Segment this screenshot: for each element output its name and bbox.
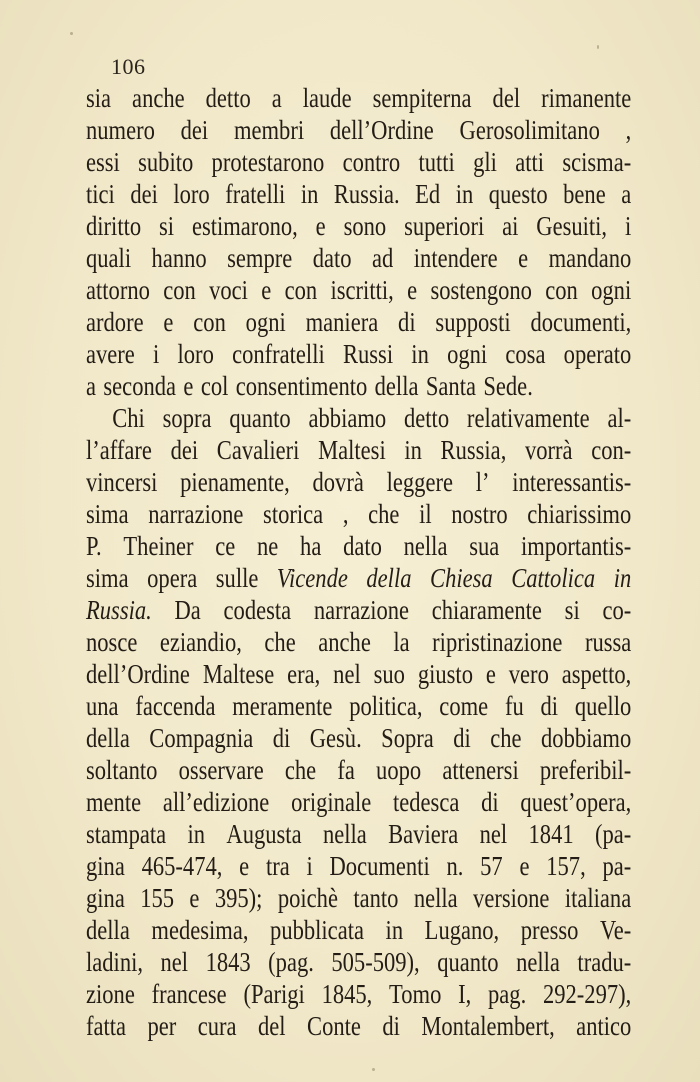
text-word: essi bbox=[86, 146, 120, 177]
text-word: gli bbox=[473, 146, 497, 177]
text-word: (pa- bbox=[594, 818, 632, 849]
text-word: versione bbox=[473, 882, 550, 913]
text-word: gina bbox=[86, 850, 125, 881]
text-word: dei bbox=[130, 178, 158, 209]
text-word: dovrà bbox=[312, 466, 364, 497]
text-word: ha bbox=[300, 530, 322, 561]
text-word: per bbox=[147, 1010, 177, 1041]
text-word: faccenda bbox=[135, 690, 216, 721]
text-word: dobbiamo bbox=[541, 722, 632, 753]
text-word: Santa bbox=[425, 370, 476, 401]
text-word: Ed bbox=[415, 178, 441, 209]
text-word: tanto bbox=[353, 882, 399, 913]
text-line bbox=[86, 82, 631, 114]
text-word: nella bbox=[322, 818, 367, 849]
text-word: iscritti, bbox=[330, 274, 394, 305]
text-word: attenersi bbox=[442, 754, 519, 785]
text-word: 292-297), bbox=[542, 978, 632, 1009]
text-word: documenti, bbox=[530, 306, 632, 337]
text-word: medesima, bbox=[151, 914, 249, 945]
text-word: vero bbox=[508, 658, 549, 689]
text-word: 57 bbox=[480, 850, 503, 881]
text-word: sopra bbox=[162, 402, 212, 433]
text-word: ogni bbox=[245, 306, 286, 337]
text-word: quanto bbox=[437, 946, 499, 977]
text-word: la bbox=[393, 626, 410, 657]
text-word: 1843 bbox=[205, 946, 251, 977]
text-word: giusto bbox=[417, 658, 473, 689]
text-word: Compagnia bbox=[149, 722, 254, 753]
text-word: voci bbox=[209, 274, 248, 305]
text-word: 155 bbox=[140, 882, 175, 913]
text-line bbox=[86, 530, 631, 562]
text-word: poichè bbox=[277, 882, 338, 913]
text-word: soltanto bbox=[86, 754, 158, 785]
text-word: estimarono, bbox=[191, 210, 298, 241]
text-word: Gesù. bbox=[309, 722, 362, 753]
text-word: opera bbox=[147, 562, 198, 593]
text-word: del bbox=[492, 82, 521, 113]
text-word: ogni bbox=[447, 338, 488, 369]
text-word: vorrà bbox=[524, 434, 573, 465]
text-word: Tomo bbox=[389, 978, 442, 1009]
text-word: superiori bbox=[404, 210, 485, 241]
text-word: che bbox=[368, 498, 400, 529]
text-word: l’affare bbox=[86, 434, 152, 465]
text-word: codesta bbox=[223, 594, 292, 625]
text-word: tutti bbox=[418, 146, 455, 177]
text-word: maniera bbox=[305, 306, 379, 337]
text-word: Documenti bbox=[329, 850, 430, 881]
text-word: Russia, bbox=[440, 434, 507, 465]
text-word: che bbox=[284, 754, 317, 785]
text-word: a bbox=[86, 370, 97, 401]
text-word: in bbox=[187, 818, 206, 849]
text-word: di bbox=[540, 690, 559, 721]
italic-title-word: in bbox=[613, 562, 632, 593]
text-word: l’ bbox=[475, 466, 490, 497]
text-word: al- bbox=[607, 402, 632, 433]
text-line bbox=[86, 722, 631, 754]
text-line bbox=[86, 242, 631, 274]
text-word: Baviera bbox=[388, 818, 459, 849]
text-word: fratelli bbox=[225, 178, 286, 209]
text-word: Cavalieri bbox=[216, 434, 300, 465]
text-word: di bbox=[453, 722, 471, 753]
text-word: che bbox=[264, 626, 296, 657]
text-word: e bbox=[239, 850, 250, 881]
text-word: in bbox=[385, 914, 404, 945]
text-word: Montalembert, bbox=[421, 1010, 555, 1041]
text-line bbox=[86, 1010, 631, 1042]
text-word: importantis- bbox=[520, 530, 632, 561]
text-word: Chi bbox=[112, 402, 145, 433]
text-line bbox=[86, 434, 631, 466]
text-word: della bbox=[374, 370, 419, 401]
text-word: 1841 bbox=[528, 818, 574, 849]
text-line bbox=[86, 946, 631, 978]
text-word: sempiterna bbox=[372, 82, 472, 113]
text-word: dato bbox=[343, 530, 382, 561]
text-word: si bbox=[159, 210, 175, 241]
text-word: di bbox=[398, 306, 416, 337]
text-word: laude bbox=[302, 82, 352, 113]
text-line bbox=[86, 402, 631, 434]
text-word: in bbox=[300, 178, 319, 209]
text-word: i bbox=[624, 210, 632, 241]
text-word: che bbox=[490, 722, 522, 753]
text-word: e bbox=[163, 306, 174, 337]
text-word: di bbox=[382, 1010, 400, 1041]
text-word: del bbox=[258, 1010, 286, 1041]
text-word: Russia. bbox=[333, 178, 400, 209]
text-word: fu bbox=[504, 690, 524, 721]
text-word: ne bbox=[257, 530, 279, 561]
text-line bbox=[86, 338, 631, 370]
text-word: con bbox=[163, 274, 196, 305]
text-word: Gesuiti, bbox=[536, 210, 608, 241]
text-word: cura bbox=[197, 1010, 237, 1041]
text-word: intendere bbox=[413, 242, 498, 273]
text-word: pa- bbox=[602, 850, 632, 881]
text-word: a bbox=[271, 82, 282, 113]
text-word: sua bbox=[469, 530, 500, 561]
text-word: presso bbox=[520, 914, 579, 945]
text-word: sulle bbox=[215, 562, 259, 593]
text-word: membri bbox=[233, 114, 305, 145]
text-word: nostro bbox=[451, 498, 508, 529]
paper-speck bbox=[372, 1068, 375, 1071]
text-word: stampata bbox=[86, 818, 167, 849]
text-word: tedesca bbox=[393, 786, 460, 817]
text-line bbox=[86, 690, 631, 722]
italic-title-word: Russia. bbox=[86, 594, 152, 625]
text-word: loro bbox=[177, 338, 214, 369]
text-word: dei bbox=[170, 434, 199, 465]
text-word: ladini, bbox=[86, 946, 144, 977]
text-word: fa bbox=[337, 754, 355, 785]
text-word: politica, bbox=[349, 690, 423, 721]
text-word: bene bbox=[563, 178, 606, 209]
text-word: 1845, bbox=[321, 978, 373, 1009]
text-word: Sopra bbox=[381, 722, 434, 753]
text-word: con bbox=[545, 274, 578, 305]
text-word: Sede. bbox=[483, 370, 533, 401]
text-word: 157, bbox=[546, 850, 586, 881]
text-word: e bbox=[518, 242, 529, 273]
text-word: P. bbox=[86, 530, 102, 561]
text-word: col bbox=[200, 370, 229, 401]
text-word: dei bbox=[180, 114, 209, 145]
text-word: mente bbox=[86, 786, 142, 817]
text-word: con- bbox=[591, 434, 632, 465]
text-word: attorno bbox=[86, 274, 150, 305]
text-word: questo bbox=[488, 178, 548, 209]
italic-title-word: della bbox=[366, 562, 412, 593]
text-line bbox=[86, 978, 631, 1010]
text-word: Russi bbox=[342, 338, 394, 369]
text-word: vincersi bbox=[86, 466, 158, 497]
text-word: di bbox=[272, 722, 291, 753]
text-word: (Parigi bbox=[243, 978, 305, 1009]
text-line bbox=[86, 626, 631, 658]
text-word: uopo bbox=[376, 754, 422, 785]
text-word: sono bbox=[343, 210, 387, 241]
text-word: e bbox=[261, 274, 272, 305]
text-word: tici bbox=[86, 178, 115, 209]
text-word: nella bbox=[516, 946, 560, 977]
text-line bbox=[86, 818, 631, 850]
text-word: con bbox=[284, 274, 318, 305]
text-word: co- bbox=[602, 594, 632, 625]
text-word: contro bbox=[342, 146, 401, 177]
text-word: ad bbox=[372, 242, 394, 273]
text-word: chiaramente bbox=[431, 594, 542, 625]
text-word: e bbox=[183, 370, 194, 401]
italic-title-word: Cattolica bbox=[511, 562, 596, 593]
text-word: dell’Ordine bbox=[86, 658, 190, 689]
text-line bbox=[86, 850, 631, 882]
text-word: detto bbox=[404, 402, 450, 433]
text-word: pag. bbox=[488, 978, 527, 1009]
text-word: Maltesi bbox=[318, 434, 386, 465]
text-word: numero bbox=[86, 114, 155, 145]
text-word: Theiner bbox=[123, 530, 194, 561]
text-line bbox=[86, 210, 631, 242]
text-line bbox=[86, 370, 631, 402]
text-word: supposti bbox=[435, 306, 511, 337]
text-word: come bbox=[439, 690, 489, 721]
text-word: di bbox=[481, 786, 499, 817]
text-word: e bbox=[519, 850, 530, 881]
text-word: leggere bbox=[386, 466, 453, 497]
text-word: ogni bbox=[591, 274, 632, 305]
text-word: seconda bbox=[103, 370, 177, 401]
text-word: gina bbox=[86, 882, 125, 913]
text-word: fatta bbox=[86, 1010, 127, 1041]
text-word: Da bbox=[174, 594, 201, 625]
text-word: pienamente, bbox=[180, 466, 290, 497]
text-line bbox=[86, 498, 631, 530]
text-word: era, bbox=[287, 658, 321, 689]
text-word: sima bbox=[86, 498, 129, 529]
text-word: suo bbox=[373, 658, 405, 689]
text-word: all’edizione bbox=[162, 786, 270, 817]
text-word: quanto bbox=[229, 402, 291, 433]
text-word: detto bbox=[205, 82, 251, 113]
text-word: sostengono bbox=[430, 274, 532, 305]
text-word: narrazione bbox=[313, 594, 410, 625]
paper-speck bbox=[70, 32, 73, 35]
text-word: anche bbox=[318, 626, 371, 657]
text-line bbox=[86, 882, 631, 914]
text-word: 465-474, bbox=[141, 850, 223, 881]
text-word: dato bbox=[312, 242, 352, 273]
text-line bbox=[86, 658, 631, 690]
text-word: quello bbox=[574, 690, 632, 721]
text-word: consentimento bbox=[235, 370, 368, 401]
text-word: avere bbox=[86, 338, 135, 369]
text-word: sia bbox=[86, 82, 112, 113]
text-word: francese bbox=[151, 978, 227, 1009]
text-word: loro bbox=[173, 178, 210, 209]
text-word: dell’Ordine bbox=[329, 114, 434, 145]
text-line bbox=[86, 754, 631, 786]
text-word: sempre bbox=[227, 242, 293, 273]
text-word: narrazione bbox=[148, 498, 244, 529]
text-word: ardore bbox=[86, 306, 144, 337]
text-word: interessantis- bbox=[512, 466, 632, 497]
text-word: pubblicata bbox=[270, 914, 364, 945]
text-word: Maltese bbox=[202, 658, 275, 689]
page-number: 106 bbox=[111, 54, 146, 79]
text-word: in bbox=[411, 338, 429, 369]
text-word: 505-509), bbox=[331, 946, 420, 977]
text-word: operato bbox=[563, 338, 632, 369]
text-word: nel bbox=[333, 658, 361, 689]
paper-speck bbox=[597, 45, 599, 49]
text-line bbox=[86, 114, 631, 146]
text-word: e bbox=[485, 658, 496, 689]
text-word: italiana bbox=[564, 882, 632, 913]
text-word: in bbox=[404, 434, 422, 465]
text-word: chiarissimo bbox=[527, 498, 632, 529]
text-word: n. bbox=[446, 850, 464, 881]
text-word: i bbox=[306, 850, 313, 881]
text-word: rimanente bbox=[541, 82, 632, 113]
text-word: aspetto, bbox=[561, 658, 632, 689]
text-word: cosa bbox=[505, 338, 546, 369]
text-word: preferibil- bbox=[539, 754, 632, 785]
text-word: nel bbox=[160, 946, 189, 977]
text-word: anche bbox=[132, 82, 185, 113]
text-word: e bbox=[407, 274, 418, 305]
text-word: meramente bbox=[232, 690, 333, 721]
text-word: Lugano, bbox=[424, 914, 500, 945]
text-word: e bbox=[189, 882, 200, 913]
italic-title-word: Chiesa bbox=[430, 562, 493, 593]
text-word: osservare bbox=[178, 754, 264, 785]
text-word: originale bbox=[291, 786, 372, 817]
text-line bbox=[86, 562, 631, 594]
text-word: Gerosolimitano bbox=[459, 114, 600, 145]
text-word: quest’opera, bbox=[520, 786, 632, 817]
text-word: sima bbox=[86, 562, 129, 593]
text-word: Conte bbox=[307, 1010, 361, 1041]
text-word: e bbox=[315, 210, 326, 241]
text-word: Augusta bbox=[226, 818, 302, 849]
text-word: nella bbox=[403, 530, 448, 561]
text-word: relativamente bbox=[466, 402, 590, 433]
text-word: con bbox=[193, 306, 226, 337]
text-line bbox=[86, 466, 631, 498]
text-word: i bbox=[153, 338, 160, 369]
text-word: , bbox=[625, 114, 632, 145]
body-text bbox=[86, 82, 631, 1042]
text-word: nella bbox=[413, 882, 458, 913]
text-word: antico bbox=[576, 1010, 632, 1041]
text-word: mandano bbox=[548, 242, 632, 273]
text-word: confratelli bbox=[232, 338, 325, 369]
text-word: eziandio, bbox=[159, 626, 242, 657]
italic-title-word: Vicende bbox=[276, 562, 348, 593]
text-word: nosce bbox=[86, 626, 138, 657]
text-word: 395); bbox=[214, 882, 263, 913]
text-word: nel bbox=[479, 818, 508, 849]
text-word: abbiamo bbox=[308, 402, 387, 433]
text-word: una bbox=[86, 690, 119, 721]
text-word: , bbox=[342, 498, 349, 529]
text-line bbox=[86, 178, 631, 210]
text-word: il bbox=[419, 498, 432, 529]
text-word: ai bbox=[502, 210, 519, 241]
text-word: tradu- bbox=[577, 946, 632, 977]
text-word: a bbox=[621, 178, 632, 209]
text-word: atti bbox=[515, 146, 545, 177]
text-word: subito bbox=[138, 146, 194, 177]
text-word: diritto bbox=[86, 210, 142, 241]
text-word: zione bbox=[86, 978, 135, 1009]
text-line bbox=[86, 146, 631, 178]
text-line bbox=[86, 274, 631, 306]
text-word: si bbox=[564, 594, 580, 625]
text-word: ripristinazione bbox=[432, 626, 563, 657]
text-word: (pag. bbox=[268, 946, 314, 977]
text-word: scisma- bbox=[562, 146, 632, 177]
text-word: protestarono bbox=[211, 146, 325, 177]
text-word: quali bbox=[86, 242, 132, 273]
text-word: tra bbox=[265, 850, 290, 881]
text-line bbox=[86, 594, 631, 626]
text-word: I, bbox=[458, 978, 472, 1009]
text-word: in bbox=[455, 178, 474, 209]
text-line bbox=[86, 306, 631, 338]
text-word: Ve- bbox=[599, 914, 632, 945]
text-word: storica bbox=[263, 498, 324, 529]
text-line bbox=[86, 786, 631, 818]
text-word: della bbox=[86, 722, 130, 753]
text-word: russa bbox=[584, 626, 632, 657]
text-line bbox=[86, 914, 631, 946]
text-word: hanno bbox=[151, 242, 207, 273]
text-word: ce bbox=[215, 530, 236, 561]
text-word: della bbox=[86, 914, 130, 945]
